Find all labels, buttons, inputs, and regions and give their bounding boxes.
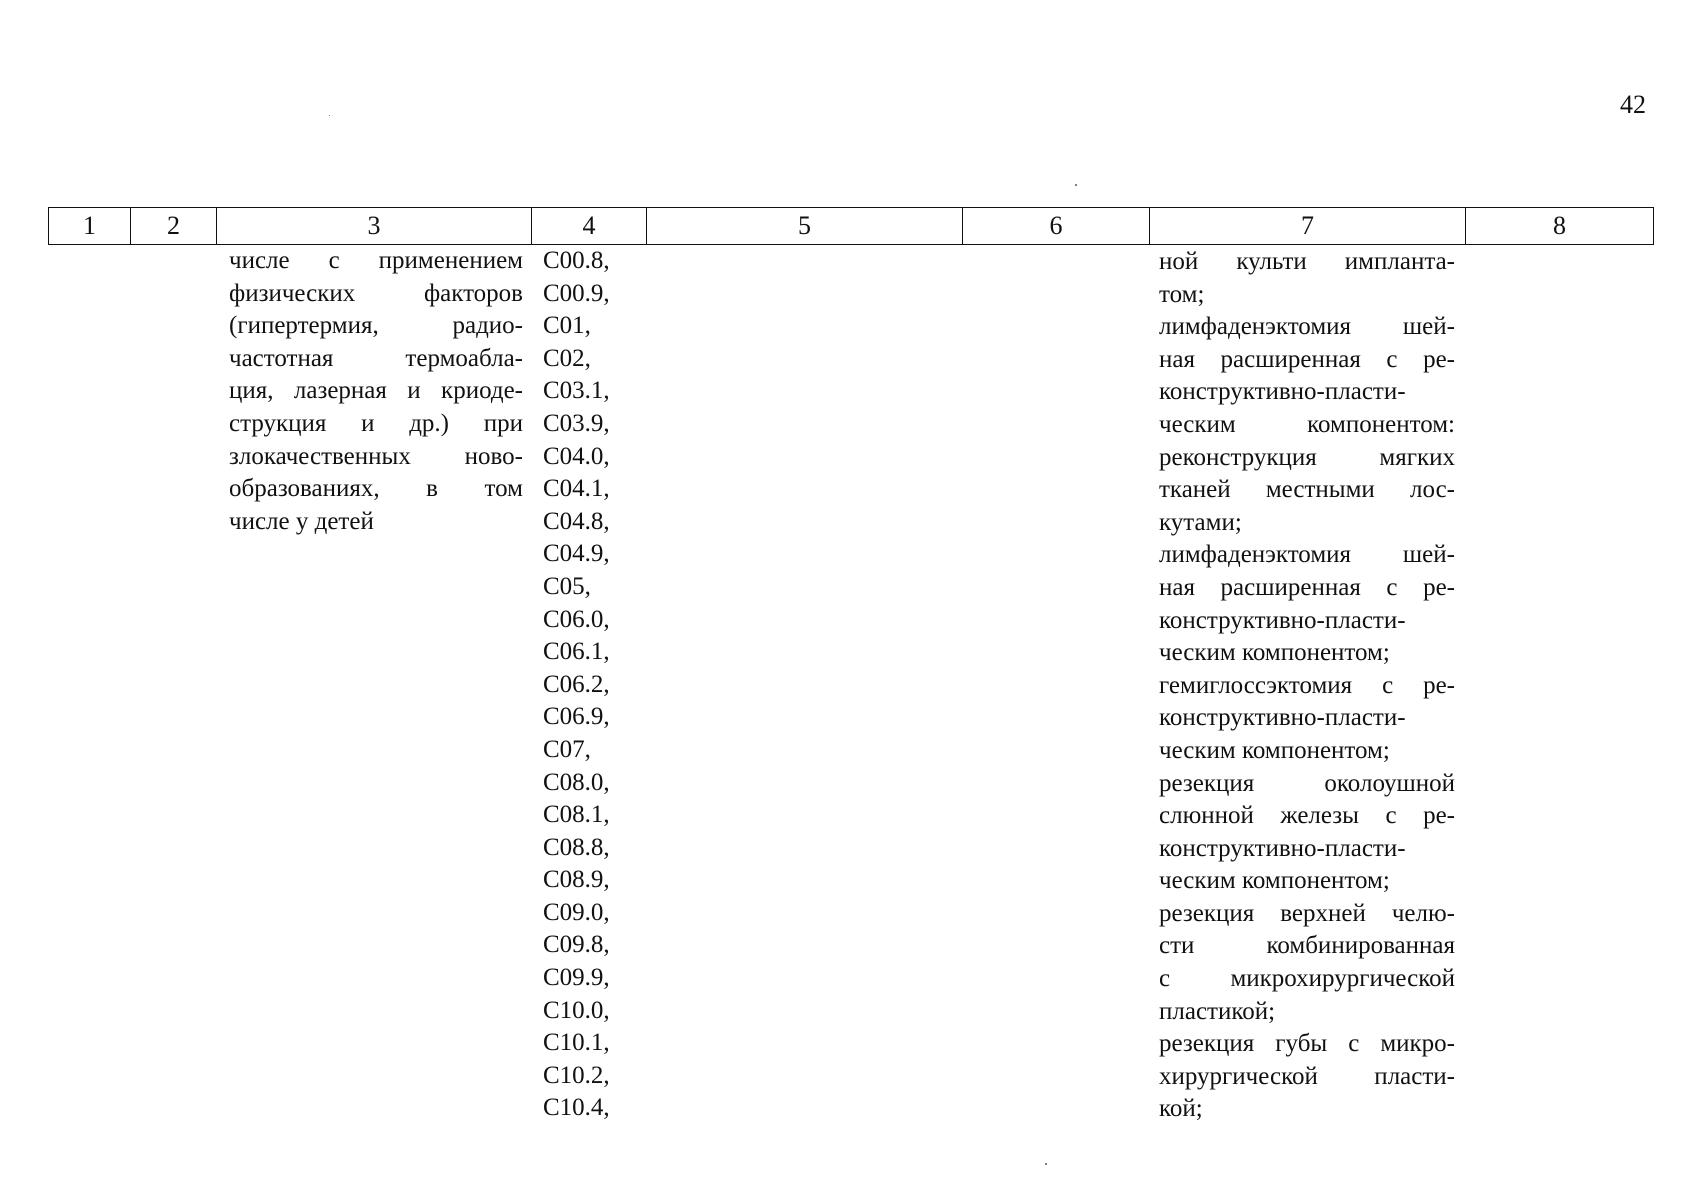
diagnosis-code: C04.8, [543, 507, 610, 535]
diagnosis-code: C05, [543, 572, 591, 600]
column-header-3: 3 [217, 208, 532, 245]
diagnosis-code: C09.9, [543, 964, 610, 992]
column-3-line: образованиях, в том [229, 475, 523, 503]
column-header-8: 8 [1466, 208, 1654, 245]
scan-speck [329, 115, 330, 116]
column-7-line: гемиглоссэктомия с ре- [1159, 671, 1455, 699]
column-7-line: конструктивно-пласти- [1159, 834, 1406, 862]
column-header-1: 1 [49, 208, 131, 245]
page-number: 42 [1620, 90, 1646, 119]
diagnosis-code: C06.9, [543, 703, 610, 731]
column-7-line: с микрохирургической [1159, 965, 1455, 993]
column-3-line: частотная термоабла- [229, 344, 523, 372]
column-3-line: числе с применением [229, 247, 523, 274]
column-3-line: злокачественных ново- [229, 442, 523, 470]
table-header-row [48, 207, 1654, 245]
column-7-line: конструктивно-пласти- [1159, 378, 1406, 406]
column-3-line: числе у детей [229, 507, 374, 535]
scan-speck [1045, 1163, 1047, 1165]
diagnosis-code: C09.0, [543, 898, 610, 926]
column-3-line: струкция и др.) при [229, 409, 523, 437]
diagnosis-code: C00.8, [543, 247, 610, 274]
column-7-line: ная расширенная с ре- [1159, 573, 1455, 601]
diagnosis-code: C06.2, [543, 670, 610, 698]
column-header-4: 4 [532, 208, 647, 245]
column-7-line: ная расширенная с ре- [1159, 345, 1455, 373]
column-7-line: резекция околоушной [1159, 769, 1455, 797]
column-7-line: пластикой; [1159, 997, 1276, 1025]
column-3-line: ция, лазерная и криоде- [229, 377, 523, 405]
diagnosis-code: C08.0, [543, 768, 610, 796]
column-header-5: 5 [647, 208, 963, 245]
column-7-text [1159, 246, 1455, 1126]
column-7-line: реконструкция мягких [1159, 443, 1455, 471]
column-7-line: сти комбинированная [1159, 932, 1455, 960]
diagnosis-code: C10.0, [543, 996, 610, 1024]
diagnosis-code: C08.9, [543, 866, 610, 894]
column-7-line: хирургической пласти- [1159, 1062, 1455, 1090]
diagnosis-code: C07, [543, 735, 591, 763]
diagnosis-code: C00.9, [543, 279, 610, 307]
column-7-line: ческим компонентом; [1159, 639, 1390, 667]
scan-speck [1075, 184, 1077, 186]
column-3-line: (гипертермия, радио- [229, 312, 523, 340]
column-7-line: кой; [1159, 1095, 1203, 1123]
column-7-line: слюнной железы с ре- [1159, 802, 1455, 830]
diagnosis-code: C10.4, [543, 1094, 610, 1122]
column-7-line: конструктивно-пласти- [1159, 704, 1406, 732]
column-7-line: лимфаденэктомия шей- [1159, 313, 1455, 341]
column-header-2: 2 [131, 208, 217, 245]
column-7-line: том; [1159, 280, 1205, 308]
diagnosis-code: C03.9, [543, 409, 610, 437]
column-header-6: 6 [963, 208, 1150, 245]
column-3-line: физических факторов [229, 279, 523, 307]
column-7-line: ческим компонентом: [1159, 410, 1455, 438]
column-7-line: лимфаденэктомия шей- [1159, 541, 1455, 569]
column-7-line: тканей местными лос- [1159, 476, 1455, 504]
diagnosis-code: C04.1, [543, 475, 610, 503]
column-7-line: конструктивно-пласти- [1159, 606, 1406, 634]
diagnosis-code: C10.2, [543, 1061, 610, 1089]
diagnosis-code: C06.0, [543, 605, 610, 633]
column-7-line: ческим компонентом; [1159, 867, 1390, 895]
diagnosis-code: C03.1, [543, 377, 610, 405]
diagnosis-code: C09.8, [543, 931, 610, 959]
diagnosis-code: C08.8, [543, 833, 610, 861]
diagnosis-code: C10.1, [543, 1029, 610, 1057]
column-7-line: ческим компонентом; [1159, 736, 1390, 764]
diagnosis-code: C06.1, [543, 638, 610, 666]
column-header-7: 7 [1150, 208, 1466, 245]
diagnosis-code: C04.9, [543, 540, 610, 568]
column-7-line: кутами; [1159, 508, 1242, 536]
diagnosis-code: C02, [543, 344, 591, 372]
column-7-line: резекция губы с микро- [1159, 1030, 1455, 1058]
column-4-codes [543, 245, 653, 1125]
diagnosis-code: C01, [543, 312, 591, 340]
diagnosis-code: C08.1, [543, 801, 610, 829]
column-7-line: ной культи импланта- [1159, 248, 1455, 275]
column-7-line: резекция верхней челю- [1159, 899, 1455, 927]
diagnosis-code: C04.0, [543, 442, 610, 470]
column-3-text [229, 245, 523, 538]
